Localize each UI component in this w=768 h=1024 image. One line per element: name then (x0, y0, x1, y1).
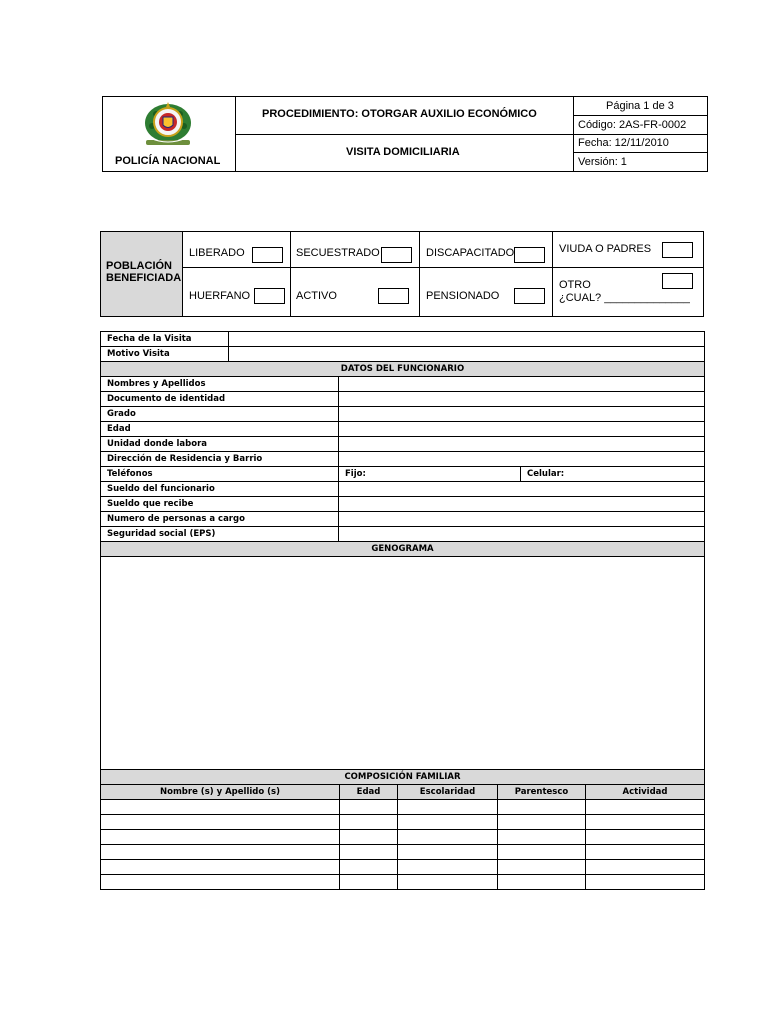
table-row (101, 860, 705, 875)
family-col-schooling: Escolaridad (398, 785, 498, 800)
option-huerfano-label: HUERFANO (189, 290, 251, 302)
org-name: POLICÍA NACIONAL (115, 155, 221, 167)
table-row (101, 830, 705, 845)
beneficiary-label-line2: BENEFICIADA (106, 272, 182, 284)
option-otro-checkbox[interactable] (662, 273, 693, 289)
visit-reason-label: Motivo Visita (101, 347, 229, 362)
family-col-relationship: Parentesco (498, 785, 586, 800)
family-col-activity: Actividad (586, 785, 705, 800)
officer-mobile-field[interactable]: Celular: (521, 467, 705, 482)
table-cell[interactable] (398, 860, 498, 875)
table-cell[interactable] (101, 860, 340, 875)
genogram-title: GENOGRAMA (101, 542, 705, 557)
table-cell[interactable] (498, 860, 586, 875)
officer-eps-label: Seguridad social (EPS) (101, 527, 339, 542)
table-cell[interactable] (101, 800, 340, 815)
visit-reason-field[interactable] (229, 347, 705, 362)
officer-phones-label: Teléfonos (101, 467, 339, 482)
officer-name-label: Nombres y Apellidos (101, 377, 339, 392)
table-cell[interactable] (398, 800, 498, 815)
family-table (100, 769, 705, 890)
option-liberado-label: LIBERADO (189, 247, 245, 259)
table-cell[interactable] (101, 815, 340, 830)
option-viuda-label: VIUDA O PADRES (559, 243, 652, 255)
table-cell[interactable] (398, 815, 498, 830)
table-row (101, 875, 705, 890)
table-cell[interactable] (340, 845, 398, 860)
form-title: VISITA DOMICILIARIA (346, 146, 460, 158)
table-cell[interactable] (498, 830, 586, 845)
visit-date-label: Fecha de la Visita (101, 332, 229, 347)
table-cell[interactable] (398, 830, 498, 845)
document-date: Fecha: 12/11/2010 (578, 137, 669, 149)
option-liberado-checkbox[interactable] (252, 247, 283, 263)
genogram-area[interactable] (101, 557, 705, 771)
officer-unit-label: Unidad donde labora (101, 437, 339, 452)
table-cell[interactable] (340, 815, 398, 830)
officer-dependents-field[interactable] (339, 512, 705, 527)
table-cell[interactable] (586, 800, 705, 815)
table-cell[interactable] (340, 860, 398, 875)
table-cell[interactable] (586, 830, 705, 845)
officer-id-label: Documento de identidad (101, 392, 339, 407)
officer-address-field[interactable] (339, 452, 705, 467)
visit-data-table (100, 331, 705, 771)
visit-date-field[interactable] (229, 332, 705, 347)
officer-name-field[interactable] (339, 377, 705, 392)
officer-net-salary-field[interactable] (339, 497, 705, 512)
table-row (101, 815, 705, 830)
officer-rank-field[interactable] (339, 407, 705, 422)
option-otro-label: OTRO (559, 279, 591, 291)
option-activo-label: ACTIVO (296, 290, 337, 302)
option-discapacitado-label: DISCAPACITADO (426, 247, 515, 259)
option-otro-cual-field[interactable]: ¿CUAL? ______________ (559, 292, 690, 304)
family-col-name: Nombre (s) y Apellido (s) (101, 785, 340, 800)
officer-section-title: DATOS DEL FUNCIONARIO (101, 362, 705, 377)
officer-salary-field[interactable] (339, 482, 705, 497)
table-row (101, 800, 705, 815)
officer-unit-field[interactable] (339, 437, 705, 452)
page-number: Página 1 de 3 (606, 100, 674, 112)
table-cell[interactable] (340, 875, 398, 890)
officer-eps-field[interactable] (339, 527, 705, 542)
option-secuestrado-label: SECUESTRADO (296, 247, 380, 259)
table-cell[interactable] (101, 830, 340, 845)
document-version: Versión: 1 (578, 156, 627, 168)
option-activo-checkbox[interactable] (378, 288, 409, 304)
officer-age-field[interactable] (339, 422, 705, 437)
table-cell[interactable] (586, 845, 705, 860)
option-viuda-checkbox[interactable] (662, 242, 693, 258)
table-cell[interactable] (586, 875, 705, 890)
table-cell[interactable] (586, 815, 705, 830)
table-cell[interactable] (340, 800, 398, 815)
officer-id-field[interactable] (339, 392, 705, 407)
table-cell[interactable] (101, 845, 340, 860)
option-huerfano-checkbox[interactable] (254, 288, 285, 304)
procedure-title: PROCEDIMIENTO: OTORGAR AUXILIO ECONÓMICO (262, 108, 537, 120)
family-col-age: Edad (340, 785, 398, 800)
table-cell[interactable] (498, 800, 586, 815)
option-pensionado-checkbox[interactable] (514, 288, 545, 304)
option-secuestrado-checkbox[interactable] (381, 247, 412, 263)
table-cell[interactable] (398, 875, 498, 890)
table-row (101, 845, 705, 860)
officer-salary-label: Sueldo del funcionario (101, 482, 339, 497)
beneficiary-label-line1: POBLACIÓN (106, 260, 172, 272)
officer-address-label: Dirección de Residencia y Barrio (101, 452, 339, 467)
policia-nacional-logo-icon (136, 100, 200, 150)
table-cell[interactable] (498, 875, 586, 890)
table-cell[interactable] (101, 875, 340, 890)
officer-net-salary-label: Sueldo que recibe (101, 497, 339, 512)
option-discapacitado-checkbox[interactable] (514, 247, 545, 263)
family-title: COMPOSICIÓN FAMILIAR (101, 770, 705, 785)
table-cell[interactable] (340, 830, 398, 845)
officer-age-label: Edad (101, 422, 339, 437)
document-code: Código: 2AS-FR-0002 (578, 119, 687, 131)
officer-dependents-label: Numero de personas a cargo (101, 512, 339, 527)
table-cell[interactable] (398, 845, 498, 860)
table-cell[interactable] (498, 815, 586, 830)
table-cell[interactable] (498, 845, 586, 860)
officer-rank-label: Grado (101, 407, 339, 422)
table-cell[interactable] (586, 860, 705, 875)
option-pensionado-label: PENSIONADO (426, 290, 500, 302)
officer-landline-field[interactable]: Fijo: (339, 467, 521, 482)
